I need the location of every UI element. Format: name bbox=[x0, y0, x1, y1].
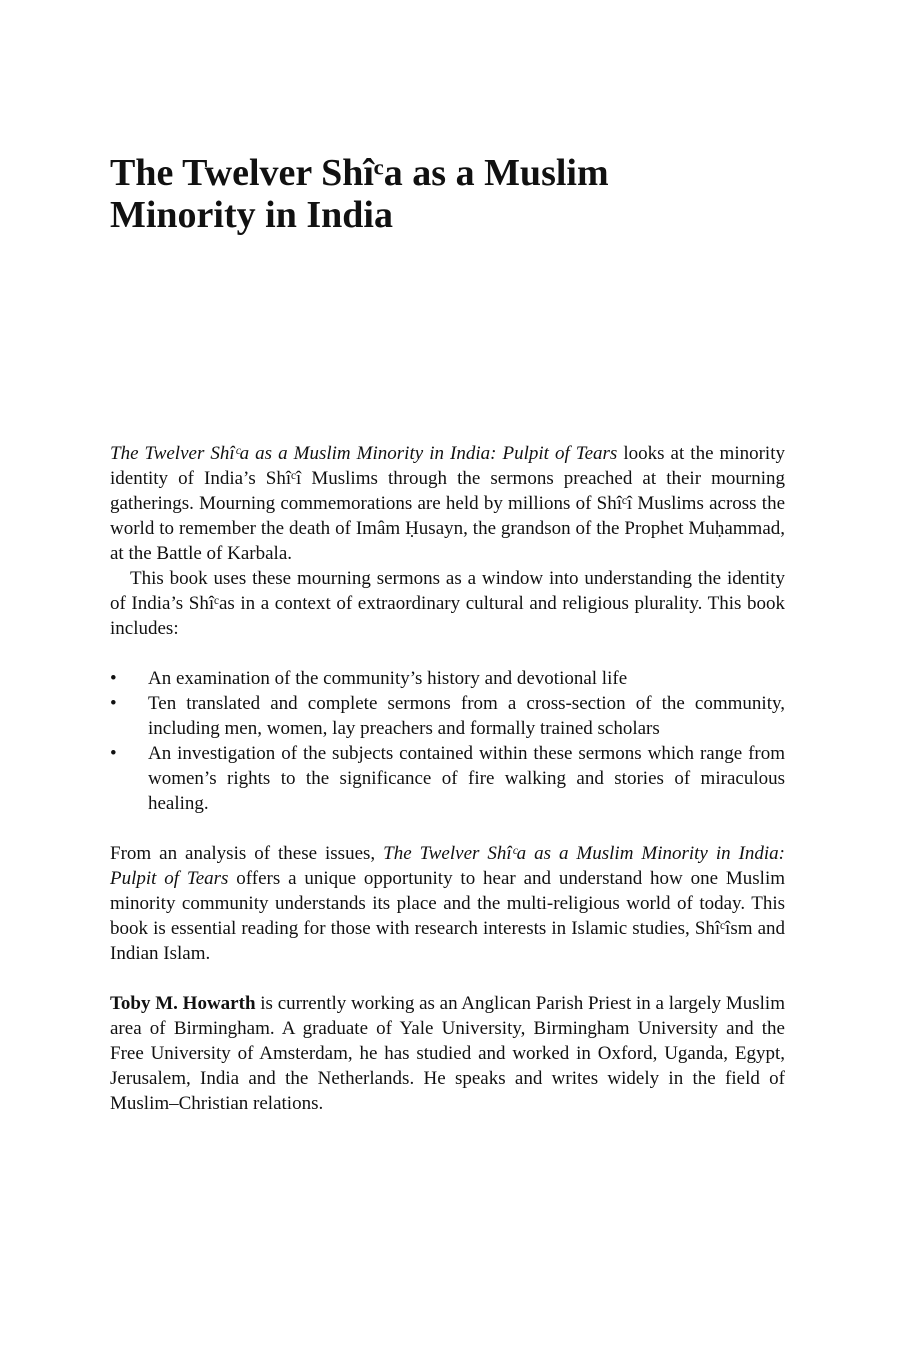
list-item bbox=[110, 741, 785, 816]
list-item-text: An investigation of the subjects contained within these sermons which range from women’s rights to the significance of fire walking and stories of miraculous healing. bbox=[148, 743, 785, 814]
feature-list bbox=[110, 666, 785, 816]
analysis-paragraph bbox=[110, 841, 785, 966]
intro-paragraph bbox=[110, 441, 785, 566]
list-item-text: An examination of the community’s history and devotional life bbox=[148, 668, 628, 689]
author-bio: is currently working as an Anglican Parish Priest in a largely Muslim area of Birmingham. A graduate of Yale University, Birmingham University and the Free University of Amsterdam, he has studied and worked in Oxford, Uganda, Egypt, Jerusalem, India and the Netherlands. He speaks and writes widely in the field of Muslim–Christian relations. bbox=[110, 993, 785, 1114]
page-title bbox=[110, 152, 750, 236]
title-line-1: The Twelver Shîᶜa as a Muslim bbox=[110, 152, 609, 194]
intro-text: looks at the minority identity of India’s Shîᶜî Muslims through the sermons preached at their mourning gatherings. Mourning commemorations are held by millions of Shîᶜî Muslims across the world to remember the death of Imâm Ḥusayn, the grandson of the Prophet Muḥammad, at the Battle of Karbala. bbox=[110, 443, 785, 564]
bullet-icon: • bbox=[110, 743, 117, 764]
bullet-icon: • bbox=[110, 668, 117, 689]
author-paragraph bbox=[110, 991, 785, 1116]
blurb-body bbox=[110, 441, 785, 1116]
analysis-lead: From an analysis of these issues, bbox=[110, 843, 384, 864]
intro-book-title: The Twelver Shîᶜa as a Muslim Minority in India: Pulpit of Tears bbox=[110, 443, 618, 464]
second-paragraph: This book uses these mourning sermons as a window into understanding the identity of India’s Shîᶜas in a context of extraordinary cultural and religious plurality. This book includes: bbox=[110, 568, 785, 639]
list-item-text: Ten translated and complete sermons from a cross-section of the community, including men, women, lay preachers and formally trained scholars bbox=[148, 693, 785, 739]
list-item bbox=[110, 691, 785, 741]
bullet-icon: • bbox=[110, 693, 117, 714]
title-line-2: Minority in India bbox=[110, 194, 393, 236]
list-item bbox=[110, 666, 785, 691]
analysis-text: offers a unique opportunity to hear and understand how one Muslim minority community understands its place and the multi-religious world of today. This book is essential reading for those with research interests in Islamic studies, Shîᶜîsm and Indian Islam. bbox=[110, 868, 786, 964]
author-name: Toby M. Howarth bbox=[110, 993, 256, 1014]
analysis-book-title: The Twelver Shîᶜa as a Muslim Minority in India: Pulpit of Tears bbox=[110, 843, 786, 889]
